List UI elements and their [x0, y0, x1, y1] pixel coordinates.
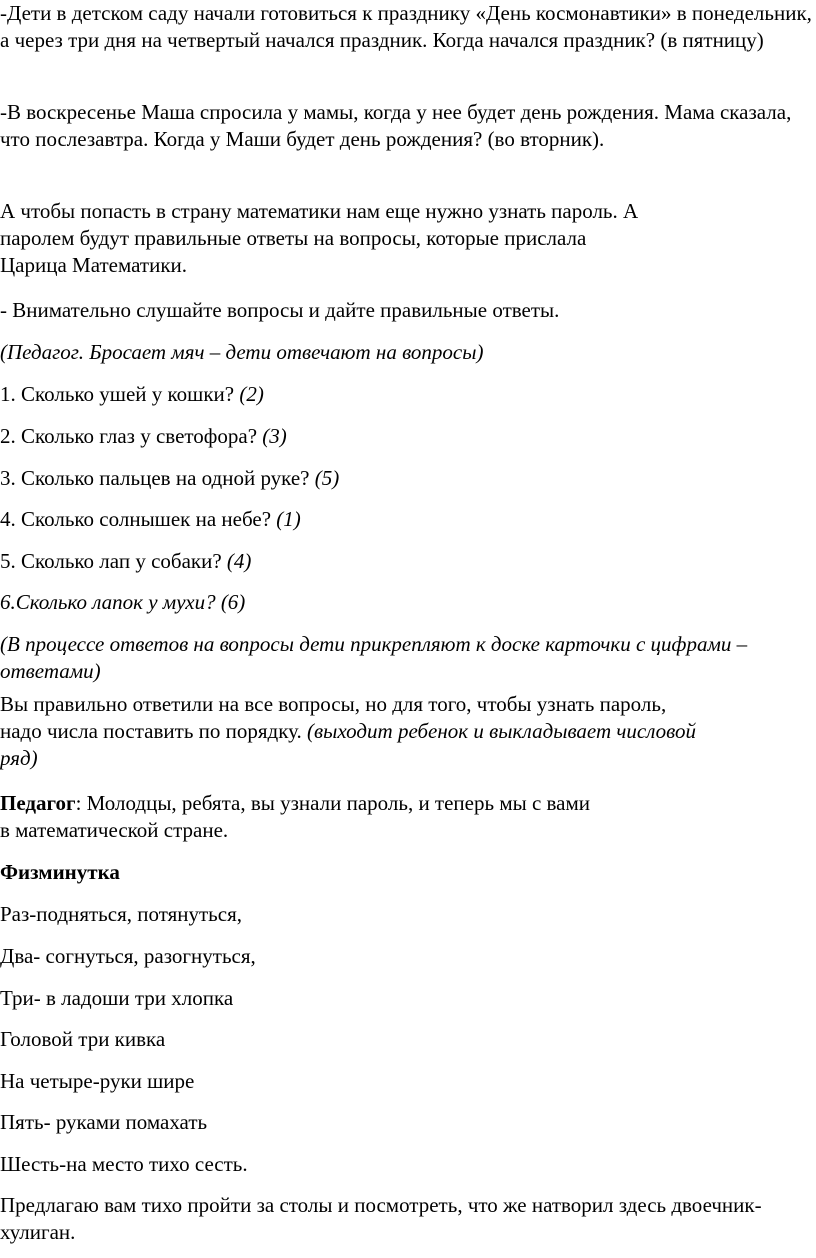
correct-line-3-italic: ряд)	[0, 746, 38, 770]
question-text: 2. Сколько глаз у светофора?	[0, 424, 263, 448]
poem-line-3: Три- в ладоши три хлопка	[0, 986, 234, 1010]
question-text: 1. Сколько ушей у кошки?	[0, 382, 240, 406]
question-answer: (4)	[226, 549, 252, 573]
question-answer: (1)	[276, 507, 301, 531]
question-text: 3. Сколько пальцев на одной руке?	[0, 466, 315, 490]
question-text: 5. Сколько лап у собаки?	[0, 549, 227, 573]
question-answer: (3)	[262, 424, 287, 448]
question-5	[0, 548, 814, 575]
question-4	[0, 506, 814, 533]
correct-line-1: Вы правильно ответили на все вопросы, но для того, чтобы узнать пароль,	[0, 692, 667, 716]
poem-line-6: Пять- руками помахать	[0, 1110, 208, 1134]
note-cards: (В процессе ответов на вопросы дети прикрепляют к доске карточки с цифрами – ответами)	[0, 632, 748, 683]
fizminutka-title: Физминутка	[0, 860, 120, 884]
paragraph-password-line-2: паролем будут правильные ответы на вопросы, которые прислала	[0, 226, 587, 250]
paragraph-listen: - Внимательно слушайте вопросы и дайте правильные ответы.	[0, 298, 560, 322]
paragraph-password-line-3: Царица Математики.	[0, 253, 188, 277]
paragraph-password-line-1: А чтобы попасть в страну математики нам еще нужно узнать пароль. А	[0, 199, 639, 223]
paragraph-teacher	[0, 790, 814, 844]
teacher-line-2: в математической стране.	[0, 818, 229, 842]
poem-line-7: Шесть-на место тихо сесть.	[0, 1152, 248, 1176]
paragraph-correct-answers	[0, 691, 814, 772]
question-2	[0, 423, 814, 450]
teacher-label: Педагог	[0, 791, 76, 815]
correct-line-2-italic: (выходит ребенок и выкладывает числовой	[307, 719, 696, 743]
poem-line-4: Головой три кивка	[0, 1027, 166, 1051]
question-3	[0, 465, 814, 492]
poem-line-2: Два- согнуться, разогнуться,	[0, 944, 256, 968]
stage-direction: (Педагог. Бросает мяч – дети отвечают на вопросы)	[0, 340, 484, 364]
question-answer: (5)	[314, 466, 340, 490]
poem-line-1: Раз-подняться, потянуться,	[0, 902, 242, 926]
question-answer: (2)	[239, 382, 264, 406]
paragraph-password	[0, 198, 814, 279]
question-text: 4. Сколько солнышек на небе?	[0, 507, 277, 531]
poem-line-5: На четыре-руки шире	[0, 1069, 195, 1093]
paragraph-kosmonavtika: -Дети в детском саду начали готовиться к празднику «День космонавтики» в понедельник, а через три дня на четвертый начался праздник. Когда начался праздник? (в пятницу)	[0, 1, 812, 52]
correct-line-2: надо числа поставить по порядку.	[0, 719, 308, 743]
teacher-line-1: : Молодцы, ребята, вы узнали пароль, и теперь мы с вами	[75, 791, 591, 815]
question-6: 6.Сколько лапок у мухи? (6)	[0, 590, 246, 614]
question-1	[0, 381, 814, 408]
paragraph-birthday: -В воскресенье Маша спросила у мамы, когда у нее будет день рождения. Мама сказала, что послезавтра. Когда у Маши будет день рождения? (во вторник).	[0, 100, 792, 151]
paragraph-final: Предлагаю вам тихо пройти за столы и посмотреть, что же натворил здесь двоечник-хулиган.	[0, 1193, 762, 1244]
